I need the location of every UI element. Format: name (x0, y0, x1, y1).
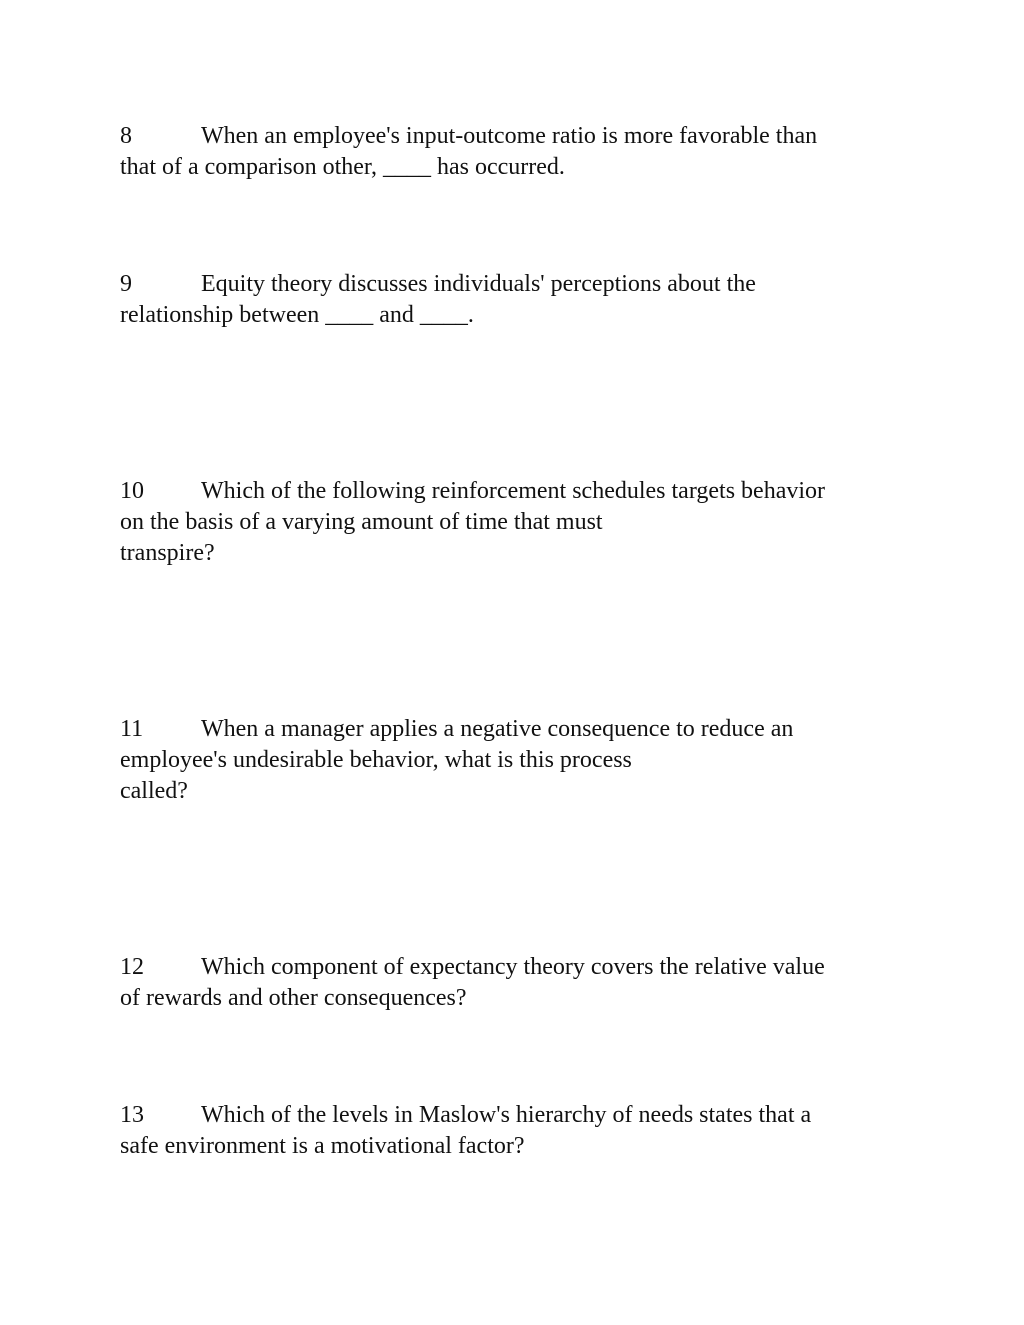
question-line (120, 476, 910, 507)
question-number: 10 (120, 478, 144, 504)
question-line (120, 952, 910, 983)
question-13 (120, 1100, 910, 1162)
question-text: transpire? (120, 540, 215, 566)
question-12 (120, 952, 910, 1014)
question-text: relationship between ____ and ____. (120, 302, 474, 328)
question-number: 13 (120, 1102, 144, 1128)
question-8 (120, 121, 910, 183)
question-text: Which of the levels in Maslow's hierarchy of needs states that a (201, 1102, 812, 1128)
question-text: called? (120, 778, 188, 804)
question-10 (120, 476, 910, 569)
question-line (120, 714, 910, 745)
question-number: 11 (120, 716, 144, 742)
question-line (120, 269, 910, 300)
question-text: on the basis of a varying amount of time that must (120, 509, 603, 535)
question-number: 8 (120, 123, 132, 149)
question-text: Equity theory discusses individuals' perceptions about the (201, 271, 756, 297)
question-text: Which of the following reinforcement schedules targets behavior (201, 478, 826, 504)
question-line (120, 1100, 910, 1131)
question-number: 12 (120, 954, 144, 980)
question-text: When a manager applies a negative consequence to reduce an (201, 716, 794, 742)
question-text: When an employee's input-outcome ratio is more favorable than (201, 123, 818, 149)
question-text: that of a comparison other, ____ has occurred. (120, 154, 565, 180)
question-text: of rewards and other consequences? (120, 985, 467, 1011)
question-11 (120, 714, 910, 807)
question-text: safe environment is a motivational factor? (120, 1133, 525, 1159)
question-number: 9 (120, 271, 132, 297)
question-9 (120, 269, 910, 331)
question-text: employee's undesirable behavior, what is this process (120, 747, 632, 773)
question-line (120, 121, 910, 152)
question-text: Which component of expectancy theory covers the relative value (201, 954, 825, 980)
